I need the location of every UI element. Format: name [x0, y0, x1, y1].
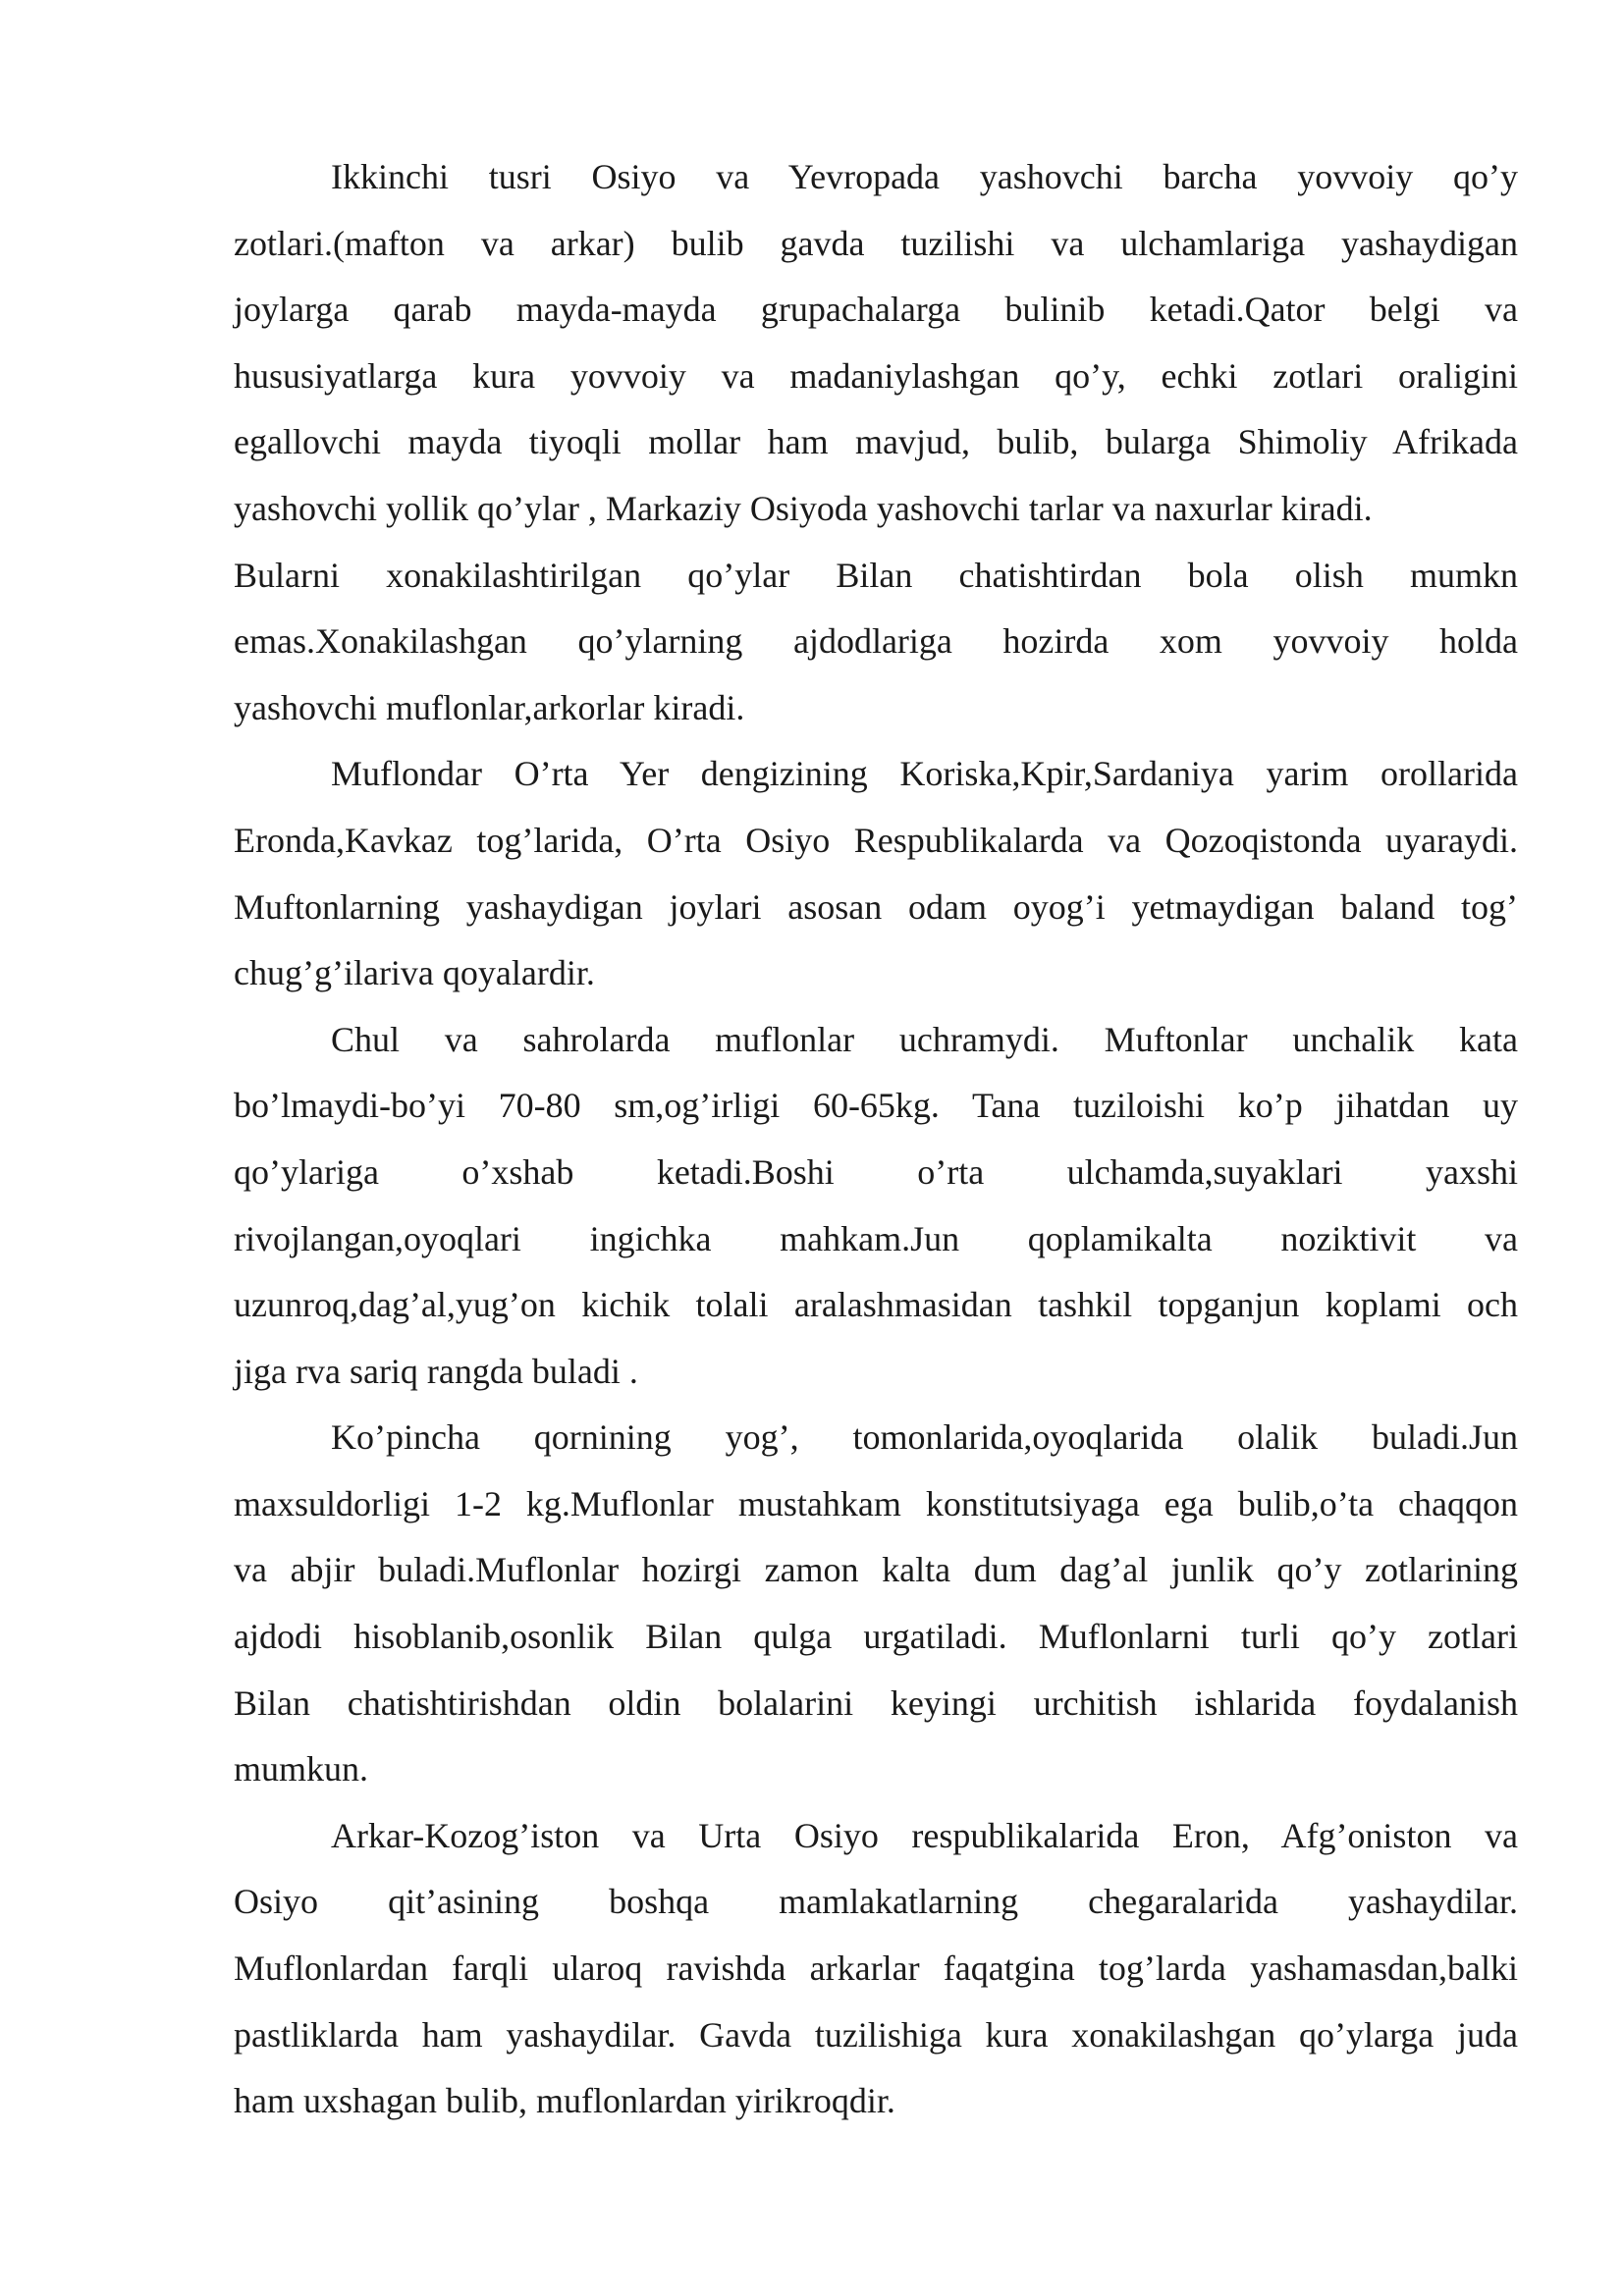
- text-line: jiga rva sariq rangda buladi .: [234, 1351, 638, 1391]
- text-line: ajdodi hisoblanib,osonlik Bilan qulga urgatiladi. Muflonlarni turli qo’y zotlari: [234, 1617, 1518, 1657]
- text-line: Chul va sahrolarda muflonlar uchramydi. Muftonlar unchalik kata: [331, 1019, 1518, 1059]
- text-line: Eronda,Kavkaz tog’larida, O’rta Osiyo Respublikalarda va Qozoqistonda uyaraydi.: [234, 820, 1518, 860]
- text-line: mumkun.: [234, 1749, 369, 1789]
- text-line: Muflondar O’rta Yer dengizining Koriska,Kpir,Sardaniya yarim orollarida: [331, 754, 1518, 794]
- text-line: ham uxshagan bulib, muflonlardan yirikroqdir.: [234, 2081, 895, 2121]
- paragraph-3: [234, 741, 1518, 1006]
- text-line: pastliklarda ham yashaydilar. Gavda tuzilishiga kura xonakilashgan qo’ylarga juda: [234, 2014, 1518, 2055]
- text-line: Bilan chatishtirishdan oldin bolalarini keyingi urchitish ishlarida foydalanish: [234, 1682, 1518, 1723]
- paragraph-1: [234, 144, 1518, 543]
- text-line: Ikkinchi tusri Osiyo va Yevropada yashovchi barcha yovvoiy qo’y: [331, 157, 1518, 196]
- text-line: maxsuldorligi 1-2 kg.Muflonlar mustahkam konstitutsiyaga ega bulib,o’ta chaqqon: [234, 1483, 1518, 1523]
- text-line: Osiyo qit’asining boshqa mamlakatlarning chegaralarida yashaydilar.: [234, 1882, 1518, 1922]
- paragraph-5: [234, 1405, 1518, 1803]
- paragraph-4: [234, 1007, 1518, 1406]
- text-line: Arkar-Kozog’iston va Urta Osiyo respublikalarida Eron, Afg’oniston va: [331, 1815, 1518, 1855]
- text-line: Ko’pincha qornining yog’, tomonlarida,oyoqlarida olalik buladi.Jun: [331, 1417, 1518, 1458]
- text-line: bo’lmaydi-bo’yi 70-80 sm,og’irligi 60-65kg. Tana tuziloishi ko’p jihatdan uy: [234, 1086, 1518, 1126]
- text-line: yashovchi muflonlar,arkorlar kiradi.: [234, 687, 745, 727]
- paragraph-2: [234, 543, 1518, 742]
- text-line: uzunroq,dag’al,yug’on kichik tolali aralashmasidan tashkil topganjun koplami och: [234, 1285, 1518, 1325]
- text-line: qo’ylariga o’xshab ketadi.Boshi o’rta ulchamda,suyaklari yaxshi: [234, 1151, 1518, 1192]
- text-line: joylarga qarab mayda-mayda grupachalarga bulinib ketadi.Qator belgi va: [234, 290, 1518, 330]
- paragraph-6: [234, 1803, 1518, 2135]
- text-line: Bularni xonakilashtirilgan qo’ylar Bilan chatishtirdan bola olish mumkn: [234, 555, 1518, 595]
- text-line: zotlari.(mafton va arkar) bulib gavda tuzilishi va ulchamlariga yashaydigan: [234, 223, 1518, 263]
- text-line: Muflonlardan farqli ularoq ravishda arkarlar faqatgina tog’larda yashamasdan,balki: [234, 1949, 1518, 1989]
- document-body: [234, 144, 1518, 2135]
- text-line: hususiyatlarga kura yovvoiy va madaniylashgan qo’y, echki zotlari oraligini: [234, 355, 1518, 396]
- text-line: egallovchi mayda tiyoqli mollar ham mavjud, bulib, bularga Shimoliy Afrikada: [234, 422, 1518, 462]
- text-line: rivojlangan,oyoqlari ingichka mahkam.Jun qoplamikalta noziktivit va: [234, 1218, 1518, 1258]
- text-line: yashovchi yollik qo’ylar , Markaziy Osiyoda yashovchi tarlar va naxurlar kiradi.: [234, 488, 1373, 528]
- text-line: chug’g’ilariva qoyalardir.: [234, 953, 595, 993]
- text-line: Muftonlarning yashaydigan joylari asosan odam oyog’i yetmaydigan baland tog’: [234, 886, 1518, 927]
- text-line: va abjir buladi.Muflonlar hozirgi zamon kalta dum dag’al junlik qo’y zotlarining: [234, 1550, 1518, 1590]
- text-line: emas.Xonakilashgan qo’ylarning ajdodlariga hozirda xom yovvoiy holda: [234, 621, 1518, 662]
